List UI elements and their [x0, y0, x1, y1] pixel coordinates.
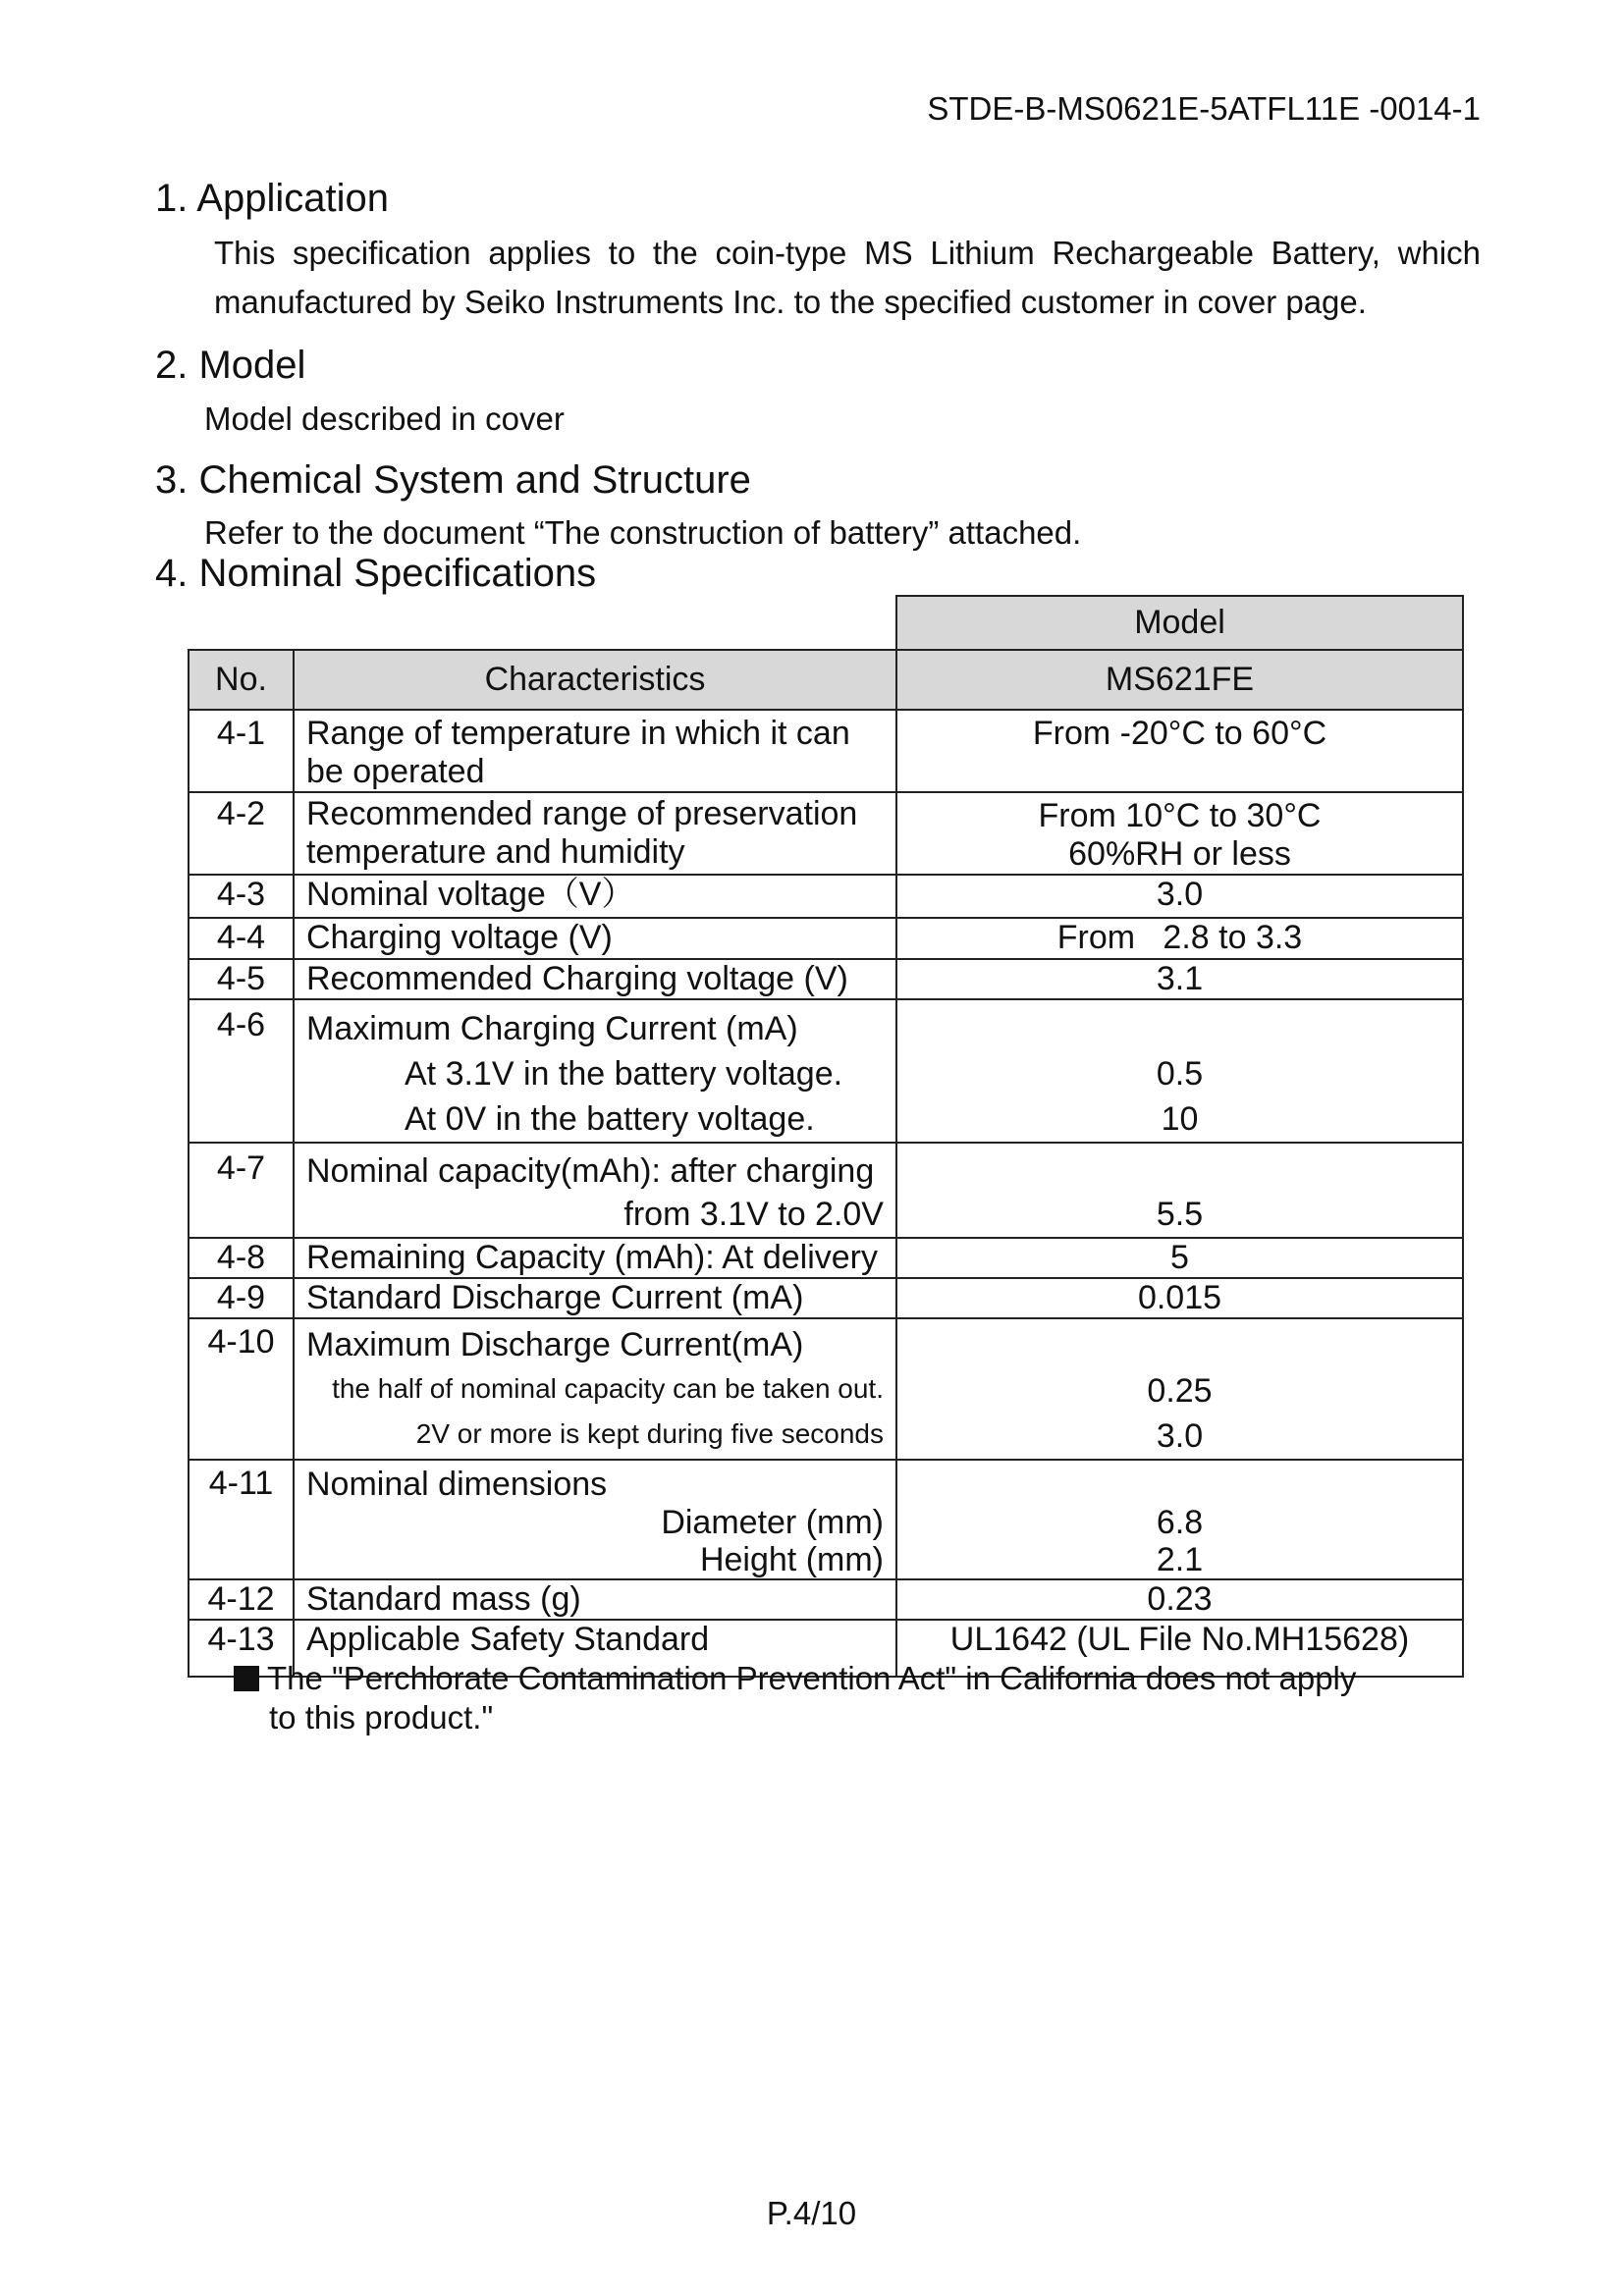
- row-value: From 10°C to 30°C 60%RH or less: [896, 792, 1463, 875]
- row-value: 3.1: [896, 959, 1463, 999]
- row-no: 4-3: [189, 875, 294, 918]
- row-characteristic: Maximum Discharge Current(mA) the half of nominal capacity can be taken out. 2V or more is kept during five seconds: [294, 1318, 896, 1460]
- row-characteristic: Nominal capacity(mAh): after charging from 3.1V to 2.0V: [294, 1143, 896, 1238]
- row-value: UL1642 (UL File No.MH15628): [896, 1620, 1463, 1677]
- table-row: [189, 1318, 1463, 1460]
- header-model-name: MS621FE: [896, 650, 1463, 710]
- spec-table: [188, 595, 1464, 1678]
- table-row: [189, 710, 1463, 792]
- row-value: 0.015: [896, 1278, 1463, 1318]
- table-row: [189, 1238, 1463, 1278]
- note-line-1: The "Perchlorate Contamination Prevention Act" in California does not apply: [267, 1660, 1357, 1696]
- row-no: 4-7: [189, 1143, 294, 1238]
- row-value: 5.5: [896, 1143, 1463, 1238]
- row-no: 4-6: [189, 999, 294, 1143]
- row-no: 4-10: [189, 1318, 294, 1460]
- row-characteristic: Maximum Charging Current (mA) At 3.1V in the battery voltage. At 0V in the battery voltage.: [294, 999, 896, 1143]
- table-row: [189, 959, 1463, 999]
- row-no: 4-12: [189, 1579, 294, 1620]
- document-id: STDE-B-MS0621E-5ATFL11E -0014-1: [927, 90, 1481, 127]
- row-characteristic: Recommended Charging voltage (V): [294, 959, 896, 999]
- section-title-application: 1. Application: [155, 177, 389, 220]
- application-line-1: This specification applies to the coin-type MS Lithium Rechargeable Battery, which: [214, 235, 1481, 271]
- row-value: 5: [896, 1238, 1463, 1278]
- table-row: [189, 1143, 1463, 1238]
- row-no: 4-13: [189, 1620, 294, 1677]
- table-row: [189, 792, 1463, 875]
- row-characteristic: Remaining Capacity (mAh): At delivery: [294, 1238, 896, 1278]
- application-line-2: manufactured by Seiko Instruments Inc. to the specified customer in cover page.: [214, 284, 1367, 320]
- row-no: 4-4: [189, 918, 294, 959]
- row-value: 3.0: [896, 875, 1463, 918]
- perchlorate-note: [234, 1659, 1356, 1737]
- row-characteristic: Applicable Safety Standard: [294, 1620, 896, 1677]
- row-no: 4-9: [189, 1278, 294, 1318]
- row-characteristic: Charging voltage (V): [294, 918, 896, 959]
- table-row: [189, 1460, 1463, 1579]
- square-bullet-icon: [234, 1666, 259, 1691]
- row-value: 6.8 2.1: [896, 1460, 1463, 1579]
- row-characteristic: Range of temperature in which it can be operated: [294, 710, 896, 792]
- row-value: From 2.8 to 3.3: [896, 918, 1463, 959]
- table-row: [189, 999, 1463, 1143]
- row-no: 4-8: [189, 1238, 294, 1278]
- table-row: [189, 1278, 1463, 1318]
- row-value: 0.25 3.0: [896, 1318, 1463, 1460]
- table-row: [189, 875, 1463, 918]
- header-model: Model: [896, 596, 1463, 650]
- row-value: 0.5 10: [896, 999, 1463, 1143]
- row-no: 4-2: [189, 792, 294, 875]
- header-no: No.: [189, 650, 294, 710]
- row-characteristic: Recommended range of preservation temperature and humidity: [294, 792, 896, 875]
- page-number: P.4/10: [766, 2195, 857, 2231]
- note-line-2: to this product.": [269, 1699, 494, 1735]
- row-characteristic: Standard Discharge Current (mA): [294, 1278, 896, 1318]
- chemical-body: Refer to the document “The construction of battery” attached.: [204, 514, 1082, 551]
- section-title-nominal: 4. Nominal Specifications: [155, 552, 597, 595]
- table-blank-corner: [189, 596, 896, 650]
- row-no: 4-5: [189, 959, 294, 999]
- row-characteristic: Standard mass (g): [294, 1579, 896, 1620]
- section-title-model: 2. Model: [155, 344, 306, 387]
- row-value: From -20°C to 60°C: [896, 710, 1463, 792]
- row-no: 4-1: [189, 710, 294, 792]
- header-characteristics: Characteristics: [294, 650, 896, 710]
- table-row: [189, 1579, 1463, 1620]
- section-title-chemical: 3. Chemical System and Structure: [155, 458, 751, 502]
- table-row: [189, 918, 1463, 959]
- row-characteristic: Nominal voltage（V）: [294, 875, 896, 918]
- row-value: 0.23: [896, 1579, 1463, 1620]
- row-no: 4-11: [189, 1460, 294, 1579]
- row-characteristic: Nominal dimensions Diameter (mm) Height (mm): [294, 1460, 896, 1579]
- model-body: Model described in cover: [204, 400, 565, 437]
